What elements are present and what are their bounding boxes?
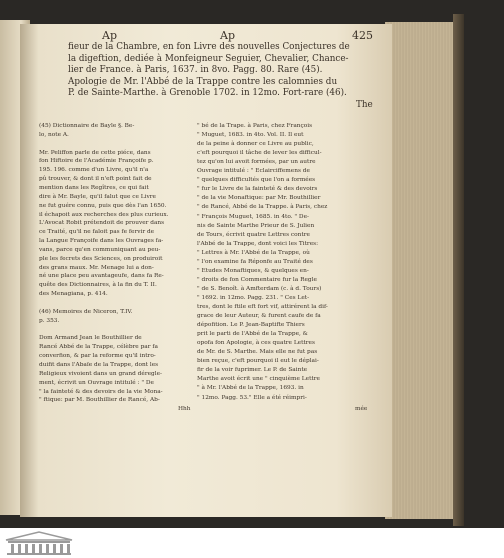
right-column-line: fir de la voir fuprimer. Le P. de Sainte [197, 367, 308, 374]
left-column-line: vans, parce qu'en communiquant au peu- [39, 246, 161, 253]
right-column-line: " Lettres à Mr. l'Abbé de la Trappe, où [197, 249, 310, 256]
right-column-line: prit le parti de l'Abbé de la Trappe, & [197, 331, 308, 338]
right-column-line: " à Mr. l'Abbé de la Trappe, 1693. in [197, 385, 304, 392]
left-column-line: quête des Dictionnaires, à la fin du T. II. [39, 282, 157, 289]
page-edges-block [385, 22, 453, 519]
left-column-line: dire à Mr. Bayle, qu'il falut que ce Livre [39, 193, 156, 200]
right-column-line: de la peine à donner ce Livre au public, [197, 141, 314, 148]
left-column-line: L'Avocat Robit prétendoit de prouver dans [39, 220, 165, 227]
left-column-line: Religieux vivoient dans un grand déregle- [39, 370, 162, 377]
left-column-line: la Langue Françoife dans les Ouvrages fa- [39, 238, 164, 245]
left-column-line: ne fut guére connu, puis que dès l'an 1650. [39, 202, 167, 209]
right-column-line: tres, dont le ftile eft fort vif, attirérent la dif- [197, 304, 328, 310]
right-column-line: " de la vie Monaftique: par Mr. Bouthillier [197, 195, 321, 202]
right-column-line: nis de Sainte Marthe Prieur de S. Julien [197, 222, 315, 229]
page-number: 425 [352, 29, 373, 42]
right-column-line: " 1692. in 12mo. Pagg. 231. " Ces Let- [197, 294, 310, 301]
right-column-line: " 12mo. Pagg. 53." Elle a été réimpri- [197, 394, 307, 401]
running-head-center: Ap [220, 29, 235, 42]
intro-line: The [356, 100, 373, 110]
left-column-line: " la fainteté & des devoirs de la vie Mona- [39, 388, 163, 395]
intro-line: Apologie de Mr. l'Abbé de la Trappe contre les calomnies du [68, 76, 338, 87]
left-column-line: lo, note A. [39, 131, 69, 138]
right-column-line: de Mr. de S. Marthe. Mais elle ne fut pas [197, 349, 318, 356]
right-column-line: Marthe avoit écrit une " cinquième Lettre [197, 376, 320, 383]
right-column-line: opofa fon Apologie, à ces quatre Lettres [197, 340, 315, 347]
left-column-line: (46) Memoires de Niceron, T.IV. [39, 308, 133, 315]
intro-line: P. de Sainte-Marthe. à Grenoble 1702. in 12mo. Fort-rare (46). [68, 88, 347, 99]
catchword: mée [355, 406, 368, 412]
right-column-line: " l'on examine fa Réponfe au Traité des [197, 258, 313, 265]
intro-line: lier de France. à Paris, 1637. in 8vo. Pagg. 80. Rare (45). [68, 65, 323, 76]
right-column-line: " François Muguet, 1685. in 4to. " De- [197, 213, 309, 220]
right-column-line: " fur le Livre de la fainteté & des devoirs [197, 186, 318, 193]
library-building-logo-icon [4, 531, 74, 556]
intro-line: fieur de la Chambre, en fon Livre des nouvelles Conjectures de [68, 42, 350, 52]
right-column-line: tez qu'on lui avoit formées, par un autre [197, 159, 316, 166]
running-head-left: Ap [102, 29, 117, 42]
right-column-line: " bé de la Trape. à Paris, chez François [197, 123, 313, 129]
right-column-line: grace de leur Auteur, & furent caufe de fa [197, 313, 321, 320]
right-column-line: " Etudes Monaftiques, & quelques en- [197, 267, 309, 274]
left-column-line: fon Hiftoire de l'Académie Françoife p. [39, 158, 154, 165]
left-column-line: ment, écrivit un Ouvrage intitulé : " De [39, 379, 154, 386]
left-column-line: mention dans les Regîtres, ce qui fait [39, 184, 149, 191]
left-column-line: Rancé Abbé de la Trappe, célèbre par fa [39, 344, 158, 351]
right-column-line: l'Abbé de la Trappe, dont voici les Titres: [197, 240, 319, 247]
right-column-line: " quelques difficultés que l'on a formées [197, 177, 316, 184]
right-column-line: Ouvrage intitulé : " Eclairciffemens de [197, 168, 310, 175]
left-column-line: ce Traité, qu'il ne faloit pas fe fervir de [39, 229, 155, 236]
signature-mark: Hhh [178, 406, 191, 412]
right-column-line: " Muguet, 1683. in 4to. Vol. II. Il eut [197, 132, 304, 139]
left-column-line: " ftique: par M. Bouthillier de Rancé, Ab- [39, 397, 160, 404]
left-column-line: Dom Armand Jean le Bouthillier de [39, 335, 142, 342]
intro-line: la digeftion, dediée à Monfeigneur Seguier, Chevalier, Chance- [68, 53, 349, 64]
right-column-line: " de Rancé, Abbé de la Trappe. à Paris, chez [197, 204, 328, 211]
left-column-line: 195. 196. comme d'un Livre, qu'il n'a [39, 167, 149, 174]
right-column-line: c'eft pourquoi il tâche de lever les difficul- [197, 150, 322, 157]
footer-strip [0, 528, 504, 558]
left-column-line: pû trouver, & dont il n'eft point fait de [39, 176, 152, 183]
left-column-line: il échapoit aux recherches des plus curieux. [39, 211, 169, 218]
left-column-line: des grans maux. Mr. Menage lui a don- [39, 264, 154, 271]
left-column-line: converfion, & par la reforme qu'il intro- [39, 353, 156, 360]
left-column-line: Mr. Peliffon parle de cette piéce, dans [39, 149, 151, 156]
right-column-line: " de S. Benoît. à Amfterdam (c. à d. Tours) [197, 285, 322, 292]
book-cover-edge [453, 14, 464, 526]
left-column-line: (45) Dictionnaire de Bayle §. Be- [39, 123, 135, 129]
right-column-line: " droits de fon Commentaire fur la Regle [197, 276, 317, 283]
left-column-line: né une place peu avantageufe, dans fa Re- [39, 273, 164, 280]
left-column-line: ple les fecrets des Sciences, on produiroit [39, 255, 163, 262]
right-column-line: de Tours, écrivit quatre Lettres contre [197, 231, 310, 238]
right-column-line: dépofition. Le P. Jean-Baptifte Thiers [197, 322, 305, 329]
right-column-line: bien reçue, c'eft pourquoi il eut le déplai- [197, 358, 319, 365]
left-column-line: duifit dans l'Abaïe de la Trappe, dont les [39, 361, 159, 368]
left-column-line: des Menagiana, p. 414. [39, 291, 108, 298]
left-column-line: p. 353. [39, 317, 60, 324]
